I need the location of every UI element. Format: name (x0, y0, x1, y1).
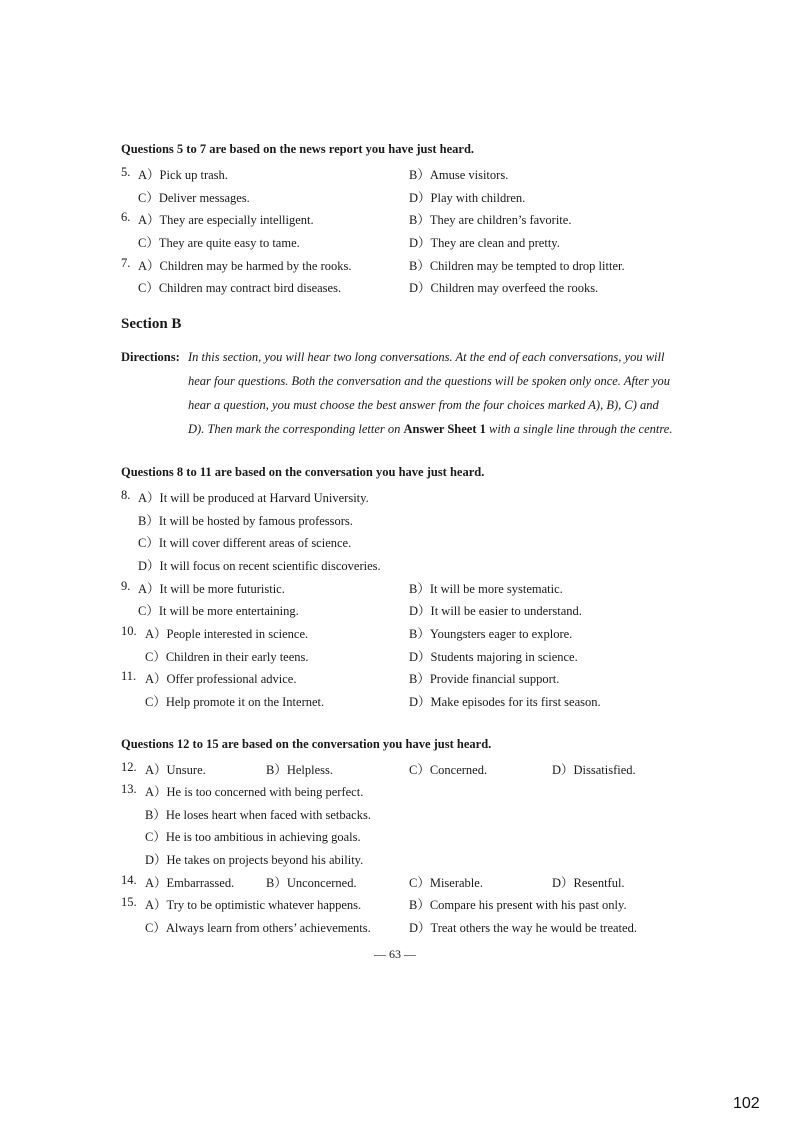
q13-number: 13. (121, 782, 137, 796)
page-footer-number: — 63 — (374, 947, 416, 961)
q14-option-c[interactable]: C）Miserable. (409, 876, 483, 890)
q15-option-d[interactable]: D）Treat others the way he would be treated. (409, 921, 637, 935)
q15-option-c[interactable]: C）Always learn from others’ achievements. (145, 921, 371, 935)
answer-sheet-label: Answer Sheet 1 (403, 422, 486, 436)
questions-8-11-header: Questions 8 to 11 are based on the conversation you have just heard. (121, 465, 485, 479)
q5-option-b[interactable]: B）Amuse visitors. (409, 168, 509, 182)
questions-5-7-header: Questions 5 to 7 are based on the news report you have just heard. (121, 142, 475, 156)
q12-option-c[interactable]: C）Concerned. (409, 763, 488, 777)
q14-option-b[interactable]: B）Unconcerned. (266, 876, 357, 890)
directions-line-4 (188, 422, 672, 437)
questions-12-15-header: Questions 12 to 15 are based on the conversation you have just heard. (121, 737, 492, 751)
directions-line-1: In this section, you will hear two long conversations. At the end of each conversations, you will (188, 350, 665, 364)
q6-option-a[interactable]: A）They are especially intelligent. (138, 213, 314, 227)
directions-line-4-end: with a single line through the centre. (485, 422, 673, 436)
q11-option-c[interactable]: C）Help promote it on the Internet. (145, 695, 325, 709)
q9-option-d[interactable]: D）It will be easier to understand. (409, 604, 582, 618)
directions-label: Directions: (121, 350, 180, 364)
q5-option-a[interactable]: A）Pick up trash. (138, 168, 228, 182)
q6-option-c[interactable]: C）They are quite easy to tame. (138, 236, 300, 250)
q6-number: 6. (121, 210, 131, 224)
q14-option-a[interactable]: A）Embarrassed. (145, 876, 235, 890)
q5-number: 5. (121, 165, 131, 179)
q8-option-d[interactable]: D）It will focus on recent scientific discoveries. (138, 559, 381, 573)
q12-option-b[interactable]: B）Helpless. (266, 763, 334, 777)
q9-option-c[interactable]: C）It will be more entertaining. (138, 604, 299, 618)
q12-option-a[interactable]: A）Unsure. (145, 763, 206, 777)
q11-number: 11. (121, 669, 137, 683)
q5-option-d[interactable]: D）Play with children. (409, 191, 526, 205)
q10-option-b[interactable]: B）Youngsters eager to explore. (409, 627, 573, 641)
q7-option-b[interactable]: B）Children may be tempted to drop litter. (409, 259, 625, 273)
q12-number: 12. (121, 760, 137, 774)
q13-option-c[interactable]: C）He is too ambitious in achieving goals. (145, 830, 361, 844)
q11-option-a[interactable]: A）Offer professional advice. (145, 672, 297, 686)
q8-option-b[interactable]: B）It will be hosted by famous professors. (138, 514, 353, 528)
q8-number: 8. (121, 488, 131, 502)
q15-number: 15. (121, 895, 137, 909)
q6-option-b[interactable]: B）They are children’s favorite. (409, 213, 572, 227)
q10-option-d[interactable]: D）Students majoring in science. (409, 650, 578, 664)
section-b-title: Section B (121, 316, 182, 332)
q5-option-c[interactable]: C）Deliver messages. (138, 191, 250, 205)
q14-number: 14. (121, 873, 137, 887)
q10-number: 10. (121, 624, 137, 638)
q7-option-c[interactable]: C）Children may contract bird diseases. (138, 281, 342, 295)
q14-option-d[interactable]: D）Resentful. (552, 876, 625, 890)
q10-option-a[interactable]: A）People interested in science. (145, 627, 309, 641)
q9-number: 9. (121, 579, 131, 593)
q8-option-a[interactable]: A）It will be produced at Harvard University. (138, 491, 369, 505)
q13-option-a[interactable]: A）He is too concerned with being perfect. (145, 785, 364, 799)
q9-option-b[interactable]: B）It will be more systematic. (409, 582, 563, 596)
q7-option-d[interactable]: D）Children may overfeed the rooks. (409, 281, 599, 295)
q6-option-d[interactable]: D）They are clean and pretty. (409, 236, 560, 250)
directions-line-4-start: D). Then mark the corresponding letter on (188, 422, 404, 436)
q8-option-c[interactable]: C）It will cover different areas of science. (138, 536, 352, 550)
directions-line-3: hear a question, you must choose the best answer from the four choices marked A), B), C) and (188, 398, 659, 412)
q9-option-a[interactable]: A）It will be more futuristic. (138, 582, 285, 596)
q11-option-b[interactable]: B）Provide financial support. (409, 672, 560, 686)
q12-option-d[interactable]: D）Dissatisfied. (552, 763, 636, 777)
q13-option-d[interactable]: D）He takes on projects beyond his ability. (145, 853, 364, 867)
q7-number: 7. (121, 256, 131, 270)
q15-option-b[interactable]: B）Compare his present with his past only. (409, 898, 627, 912)
q7-option-a[interactable]: A）Children may be harmed by the rooks. (138, 259, 352, 273)
q10-option-c[interactable]: C）Children in their early teens. (145, 650, 309, 664)
q13-option-b[interactable]: B）He loses heart when faced with setbacks. (145, 808, 371, 822)
directions-line-2: hear four questions. Both the conversation and the questions will be spoken only once. After you (188, 374, 670, 388)
page-corner-number: 102 (733, 1095, 760, 1112)
q15-option-a[interactable]: A）Try to be optimistic whatever happens. (145, 898, 362, 912)
q11-option-d[interactable]: D）Make episodes for its first season. (409, 695, 601, 709)
